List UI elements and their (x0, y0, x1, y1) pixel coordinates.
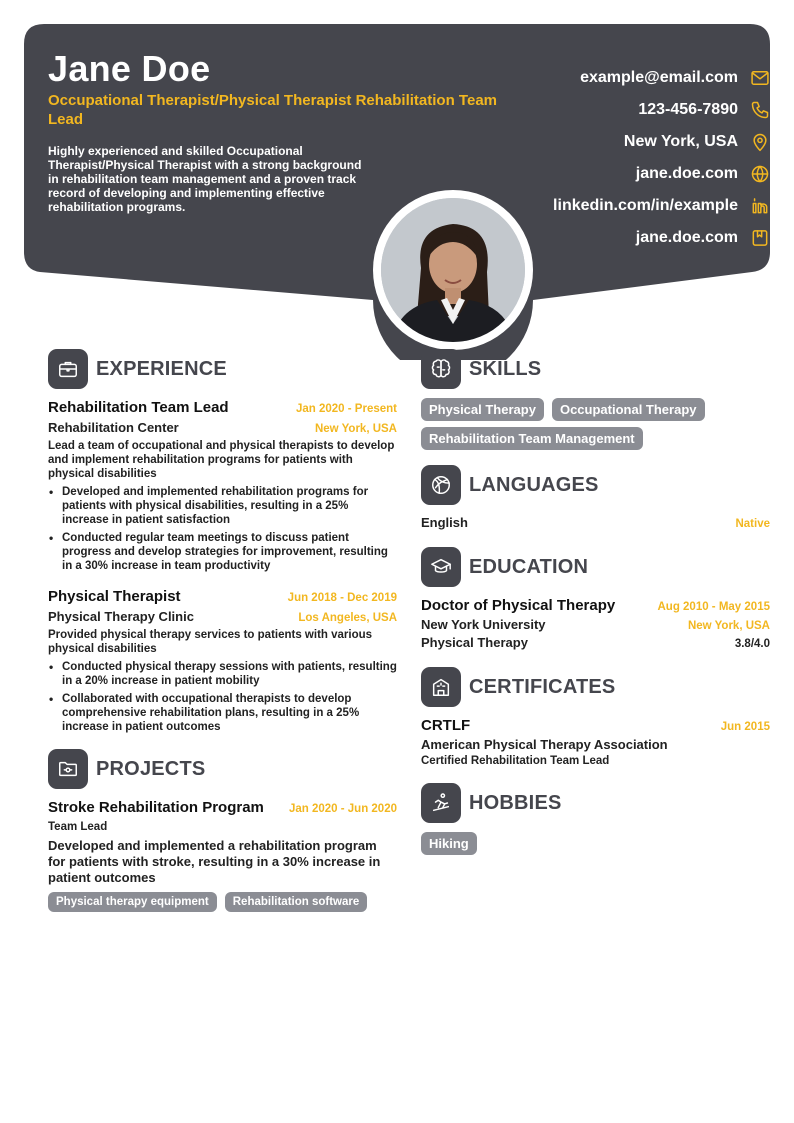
certificate-name: CRTLF (421, 717, 471, 734)
achievement-item: • Collaborated with occupational therapists to develop comprehensive rehabilitation plans, resulting in a 25% increase in patient outcomes (48, 692, 397, 734)
section-title: SKILLS (469, 357, 542, 380)
project-item (48, 798, 397, 912)
skill-tag: Rehabilitation Team Management (421, 427, 643, 450)
section-title: HOBBIES (469, 791, 562, 814)
briefcase-icon (48, 349, 88, 389)
globe-icon (750, 164, 770, 184)
profile-photo (381, 198, 525, 342)
language-level: Native (735, 518, 770, 530)
section-title: EXPERIENCE (96, 357, 227, 380)
job-achievements (48, 485, 397, 573)
achievement-item: • Developed and implemented rehabilitation programs for patients with physical disabilities, resulting in a 25% increase in patient satisfaction (48, 485, 397, 527)
experience-item (48, 398, 397, 573)
bookmark-icon (750, 228, 770, 248)
experience-item (48, 587, 397, 734)
contact-email[interactable] (430, 62, 770, 94)
job-dates: Jan 2020 - Present (295, 403, 397, 415)
job-location: New York, USA (314, 423, 397, 435)
skills-header (421, 348, 770, 390)
school-location: New York, USA (687, 620, 770, 632)
skills-section (421, 348, 770, 450)
right-column (421, 348, 770, 869)
contact-text[interactable]: jane.doe.com (635, 229, 738, 246)
project-role: Team Lead (48, 821, 108, 833)
language-name: English (421, 515, 468, 530)
school: New York University (421, 617, 546, 632)
field-of-study: Physical Therapy (421, 635, 528, 650)
job-position: Physical Therapist (48, 588, 181, 605)
projects-header (48, 748, 397, 790)
hobby-tags (421, 832, 770, 855)
section-title: CERTIFICATES (469, 675, 616, 698)
mail-icon (750, 68, 770, 88)
job-position: Rehabilitation Team Lead (48, 399, 229, 416)
contact-text: New York, USA (623, 133, 738, 150)
gpa: 3.8/4.0 (734, 638, 770, 650)
degree: Doctor of Physical Therapy (421, 597, 616, 614)
education-dates: Aug 2010 - May 2015 (657, 601, 770, 613)
education-section (421, 546, 770, 652)
certificate-issuer: American Physical Therapy Association (421, 737, 668, 752)
contact-text[interactable]: example@email.com (580, 69, 738, 86)
candidate-name: Jane Doe (48, 48, 211, 89)
job-achievements (48, 660, 397, 734)
job-title: Occupational Therapist/Physical Therapist Rehabilitation Team Lead (48, 92, 497, 128)
job-location: Los Angeles, USA (298, 612, 397, 624)
languages-section (421, 464, 770, 532)
contact-text[interactable]: jane.doe.com (635, 165, 738, 182)
project-tag: Rehabilitation software (225, 892, 368, 912)
section-title: PROJECTS (96, 757, 206, 780)
project-name: Stroke Rehabilitation Program (48, 799, 264, 816)
skill-tags (421, 398, 770, 450)
profile-summary: Highly experienced and skilled Occupational Therapist/Physical Therapist with a strong background in rehabilitation team management and a proven track record of developing and implementing effective rehabilitation programs. (48, 144, 362, 214)
left-column (48, 348, 397, 912)
section-title: LANGUAGES (469, 473, 599, 496)
contact-phone[interactable] (430, 94, 770, 126)
education-header (421, 546, 770, 588)
contact-text[interactable]: 123-456-7890 (638, 101, 738, 118)
institution-icon (421, 667, 461, 707)
job-description: Lead a team of occupational and physical therapists to develop and implement rehabilitation programs for patients with physical disabilities (48, 440, 395, 480)
achievement-item: • Conducted physical therapy sessions with patients, resulting in a 20% increase in patient mobility (48, 660, 397, 688)
job-description: Provided physical therapy services to patients with various physical disabilities (48, 629, 373, 655)
linkedin-icon (750, 196, 770, 216)
location-pin-icon (750, 132, 770, 152)
certificates-section (421, 666, 770, 768)
language-item (421, 514, 770, 532)
graduation-cap-icon (421, 547, 461, 587)
section-title: EDUCATION (469, 555, 589, 578)
skill-tag: Physical Therapy (421, 398, 544, 421)
contact-text[interactable]: linkedin.com/in/example (553, 197, 738, 214)
job-company: Physical Therapy Clinic (48, 609, 194, 624)
hobbies-header (421, 782, 770, 824)
project-tag: Physical therapy equipment (48, 892, 217, 912)
hiker-icon (421, 783, 461, 823)
skill-tag: Occupational Therapy (552, 398, 705, 421)
globe-ball-icon (421, 465, 461, 505)
achievement-item: • Conducted regular team meetings to discuss patient progress and develop strategies for improvement, resulting in a 30% increase in team productivity (48, 531, 397, 573)
project-dates: Jan 2020 - Jun 2020 (288, 803, 397, 815)
folder-icon (48, 749, 88, 789)
languages-header (421, 464, 770, 506)
project-tags (48, 892, 397, 912)
certificates-header (421, 666, 770, 708)
hobby-tag: Hiking (421, 832, 477, 855)
job-company: Rehabilitation Center (48, 420, 179, 435)
contact-location (430, 126, 770, 158)
phone-icon (750, 100, 770, 120)
job-dates: Jun 2018 - Dec 2019 (287, 592, 397, 604)
hobbies-section (421, 782, 770, 855)
brain-icon (421, 349, 461, 389)
contact-website[interactable] (430, 158, 770, 190)
experience-header (48, 348, 397, 390)
certificate-description: Certified Rehabilitation Team Lead (421, 755, 610, 767)
project-description: Developed and implemented a rehabilitation program for patients with stroke, resulting in a 30% increase in patient outcomes (48, 838, 381, 885)
certificate-date: Jun 2015 (720, 721, 770, 733)
